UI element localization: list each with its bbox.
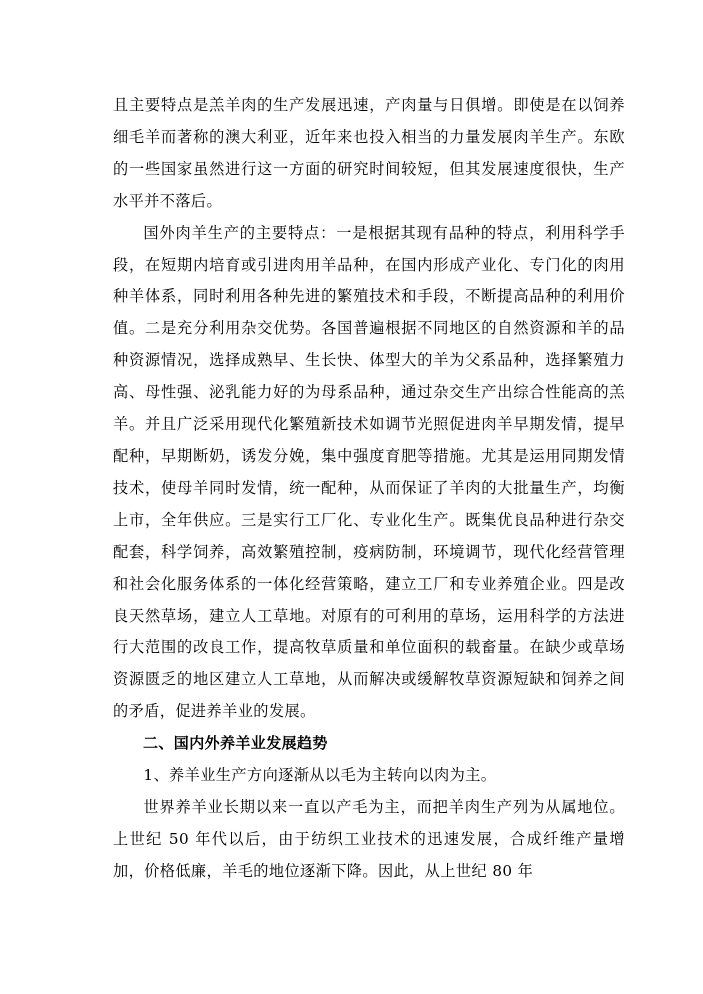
paragraph-intro-continuation: 且主要特点是羔羊肉的生产发展迅速，产肉量与日俱增。即使是在以饲养细毛羊而著称的澳大利亚，近年来也投入相当的力量发展肉羊生产。东欧的一些国家虽然进行这一方面的研究时间较短，但其发展速度很快，生产水平并不落后。: [113, 96, 625, 210]
section-heading: 二、国内外养羊业发展趋势: [143, 734, 328, 753]
subheading-wool-to-meat: 1、养羊业生产方向逐渐从以毛为主转向以肉为主。: [143, 766, 497, 785]
paragraph-foreign-mutton-features: 国外肉羊生产的主要特点：一是根据其现有品种的特点，利用科学手段，在短期内培育或引进肉用羊品种，在国内形成产业化、专门化的肉用种羊体系，同时利用各种先进的繁殖技术和手段，不断提高品种的利用价值。二是充分利用杂交优势。各国普遍根据不同地区的自然资源和羊的品种资源情况，选择成熟早、生长快、体型大的羊为父系品种，选择繁殖力高、母性强、泌乳能力好的为母系品种，通过杂交生产出综合性能高的羔羊。并且广泛采用现代化繁殖新技术如调节光照促进肉羊早期发情，提早配种，早期断奶，诱发分娩，集中强度育肥等措施。尤其是运用同期发情技术，使母羊同时发情，统一配种，从而保证了羊肉的大批量生产，均衡上市，全年供应。三是实行工厂化、专业化生产。既集优良品种进行杂交配套，科学饲养，高效繁殖控制，疫病防制，环境调节，现代化经营管理和社会化服务体系的一体化经营策略，建立工厂和专业养殖企业。四是改良天然草场，建立人工草地。对原有的可利用的草场，运用科学的方法进行大范围的改良工作，提高牧草质量和单位面积的载畜量。在缺少或草场资源匮乏的地区建立人工草地，从而解决或缓解牧草资源短缺和饲养之间的矛盾，促进养羊业的发展。: [113, 223, 625, 721]
paragraph-world-sheep-industry: 世界养羊业长期以来一直以产毛为主，而把羊肉生产列为从属地位。上世纪 50 年代以后，由于纺织工业技术的迅速发展，合成纤维产量增加，价格低廉，羊毛的地位逐渐下降。因此，从上世纪 80 年: [113, 797, 625, 880]
document-body: [113, 90, 625, 888]
